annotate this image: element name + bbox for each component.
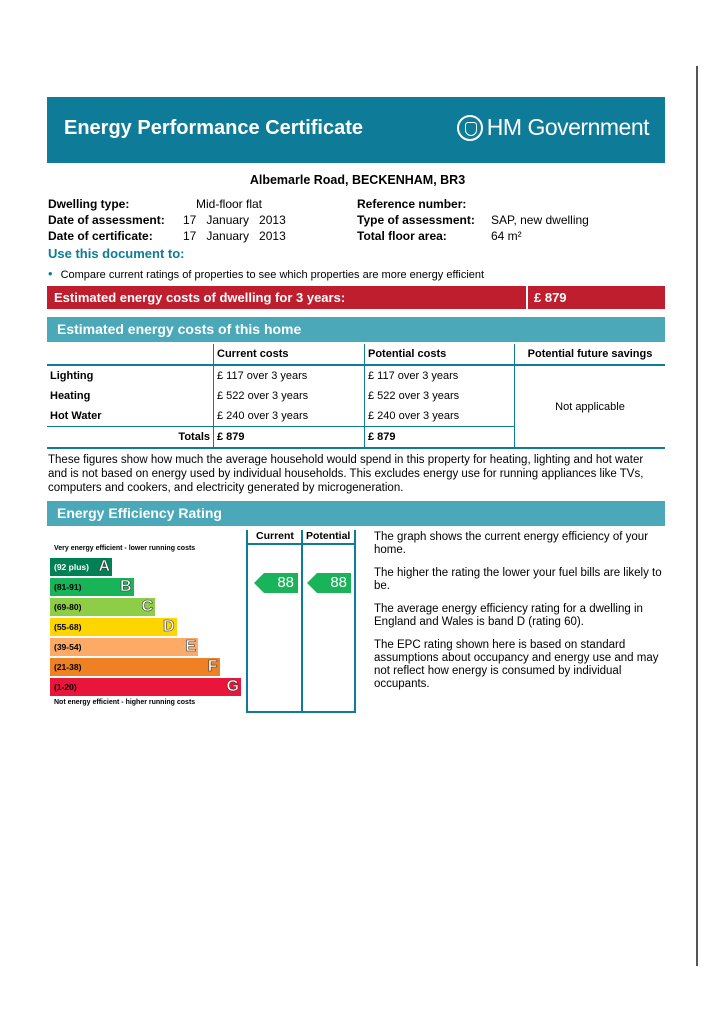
costs-section-title: Estimated energy costs of this home [57, 321, 302, 337]
assessment-type-value: SAP, new dwelling [491, 213, 589, 227]
row-lighting-potential: £ 117 over 3 years [365, 365, 515, 386]
rating-description [374, 531, 669, 701]
band-range-label: (69-80) [54, 602, 82, 612]
table-header-blank [47, 344, 214, 365]
bullet-icon: • [48, 266, 53, 281]
costs-footnote: These figures show how much the average household would spend in this property for heating, lighting and hot water and is not based on energy used by individual households. This excludes energy use for running appliances like TVs, computers and cookers, and electricity generated by microgeneration. [48, 454, 644, 494]
rating-band-f [50, 658, 220, 676]
royal-crest-icon [457, 115, 483, 141]
savings-not-applicable: Not applicable [515, 365, 666, 448]
band-letter: F [207, 658, 218, 675]
bullet-text: Compare current ratings of properties to see which properties are more energy efficient [60, 269, 485, 281]
hm-government-logo [457, 114, 649, 141]
dwelling-type-value: Mid-floor flat [196, 197, 263, 211]
row-hotwater-label: Hot Water [50, 410, 102, 422]
table-header-row [47, 344, 665, 365]
rating-section-title: Energy Efficiency Rating [57, 505, 222, 521]
page-edge-rule [696, 66, 698, 966]
band-letter: D [162, 618, 175, 635]
row-hotwater-current: £ 240 over 3 years [214, 406, 365, 427]
totals-current: £ 879 [214, 427, 365, 449]
floor-area-value: 64 m² [491, 229, 522, 243]
band-letter: E [185, 638, 196, 655]
potential-column-header: Potential [306, 530, 351, 542]
use-document-bullet [48, 266, 484, 281]
totals-label: Totals [47, 427, 214, 449]
description-paragraph: The EPC rating shown here is based on standard assumptions about occupancy and energy use and may not reflect how energy is consumed by individual occupants. [374, 639, 659, 690]
band-range-label: (39-54) [54, 642, 82, 652]
dwelling-type-label: Dwelling type: [48, 197, 130, 211]
description-paragraph: The graph shows the current energy efficiency of your home. [374, 531, 649, 556]
description-paragraph: The higher the rating the lower your fuel bills are likely to be. [374, 567, 662, 592]
current-rating-value: 88 [277, 574, 294, 591]
band-letter: C [141, 598, 153, 615]
rating-grid [246, 530, 356, 713]
certificate-date-value: 17 January 2013 [183, 229, 286, 243]
rating-section-bar [47, 501, 665, 526]
reference-number-label: Reference number: [357, 197, 467, 211]
band-letter: B [119, 578, 132, 595]
chart-bottom-text: Not energy efficient - higher running costs [54, 699, 196, 706]
row-heating-potential: £ 522 over 3 years [365, 386, 515, 406]
estimated-3yr-value: £ 879 [534, 290, 567, 305]
band-range-label: (1-20) [54, 682, 77, 692]
certificate-header [47, 97, 665, 163]
rating-band-b [50, 578, 134, 596]
details-right [357, 196, 589, 244]
potential-rating-arrow [307, 573, 351, 593]
rating-band-e [50, 638, 198, 656]
table-header-savings: Potential future savings [515, 344, 666, 365]
rating-band-c [50, 598, 155, 616]
bar-separator [526, 286, 528, 309]
hm-government-text: HM Government [486, 114, 649, 140]
rating-band-a [50, 558, 112, 576]
grid-divider [301, 530, 303, 711]
current-rating-arrow [254, 573, 298, 593]
certificate-title: Energy Performance Certificate [64, 117, 364, 139]
row-hotwater-potential: £ 240 over 3 years [365, 406, 515, 427]
use-document-heading: Use this document to: [48, 246, 185, 261]
estimated-3yr-label: Estimated energy costs of dwelling for 3 years: [54, 290, 346, 305]
potential-rating-value: 88 [330, 574, 347, 591]
totals-potential: £ 879 [365, 427, 515, 449]
costs-table [47, 344, 665, 449]
band-letter: G [226, 678, 239, 695]
certificate-date-label: Date of certificate: [48, 229, 153, 243]
table-header-current: Current costs [214, 344, 365, 365]
rating-band-d [50, 618, 177, 636]
row-heating-current: £ 522 over 3 years [214, 386, 365, 406]
property-address: Albemarle Road, BECKENHAM, BR3 [249, 173, 466, 187]
assessment-type-label: Type of assessment: [357, 213, 475, 227]
band-range-label: (92 plus) [54, 562, 89, 572]
band-range-label: (55-68) [54, 622, 82, 632]
details-left [48, 196, 286, 244]
table-header-potential: Potential costs [365, 344, 515, 365]
costs-section-bar [47, 317, 665, 342]
chart-top-text: Very energy efficient - lower running costs [54, 545, 196, 552]
assessment-date-label: Date of assessment: [48, 213, 165, 227]
table-row [47, 365, 665, 386]
band-range-label: (21-38) [54, 662, 82, 672]
estimated-3yr-bar [47, 286, 665, 309]
rating-band-g [50, 678, 241, 696]
band-range-label: (81-91) [54, 582, 82, 592]
floor-area-label: Total floor area: [357, 229, 447, 243]
row-heating-label: Heating [50, 390, 91, 402]
current-column-header: Current [256, 530, 294, 542]
rating-bands-chart [48, 530, 246, 712]
row-lighting-label: Lighting [50, 370, 94, 382]
row-lighting-current: £ 117 over 3 years [214, 365, 365, 386]
band-letter: A [98, 558, 110, 575]
description-paragraph: The average energy efficiency rating for a dwelling in England and Wales is band D (rating 60). [374, 603, 643, 628]
assessment-date-value: 17 January 2013 [183, 213, 286, 227]
